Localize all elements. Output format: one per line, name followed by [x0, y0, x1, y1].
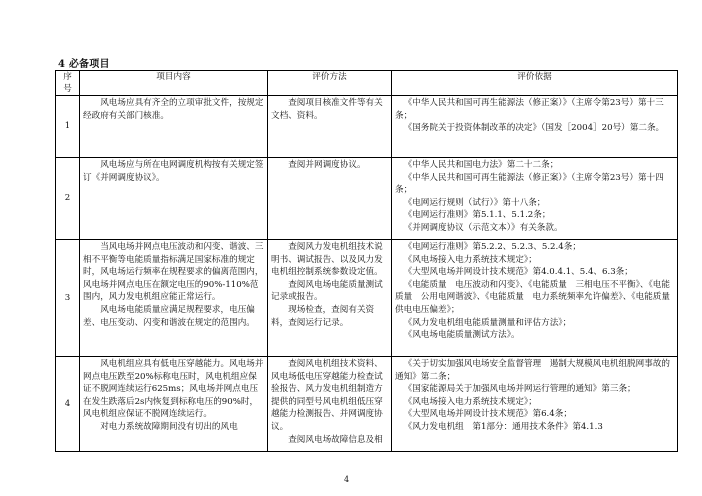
table-row [56, 240, 678, 357]
header-content: 项目内容 [80, 71, 268, 96]
content-text: 风电场应具有齐全的立项审批文件，按规定经政府有关部门核准。 [83, 98, 264, 121]
content-text: 当风电场并网点电压波动和闪变、谐波、三相不平衡等电能质量指标满足国家标准的规定时，风电场运行频率在规程要求的偏离范围内，风电场并网点电压在额定电压的90%-110%范围内，风力发电机组应能正常运行。 [83, 242, 264, 303]
method-cell [268, 158, 392, 240]
basis-text: 《中华人民共和国可再生能源法（修正案）》（主席令第23号）第十四条； [395, 172, 664, 196]
basis-text: 《并网调度协议（示范文本）》有关条款。 [403, 222, 563, 233]
table-row [56, 357, 678, 452]
header-basis: 评价依据 [392, 71, 678, 96]
method-text: 现场检查，查阅有关资料，查阅运行记录。 [271, 304, 375, 328]
basis-text: 《国家能源局关于加强风电场并网运行管理的通知》第三条； [403, 384, 636, 395]
table-row [56, 96, 678, 158]
row-number: 3 [56, 240, 80, 357]
basis-cell [392, 158, 678, 240]
row-number: 2 [56, 158, 80, 240]
header-method: 评价方法 [268, 71, 392, 96]
requirements-table [55, 70, 678, 452]
basis-cell [392, 96, 678, 158]
basis-text: 《风电场接入电力系统技术规定》； [403, 396, 537, 407]
header-no: 序号 [56, 71, 80, 96]
basis-cell [392, 357, 678, 452]
method-text: 查阅并网调度协议。 [288, 160, 366, 170]
basis-text: 《关于切实加强风电场安全监督管理 遏制大规模风电机组脱网事故的通知》第二条； [395, 359, 671, 382]
basis-text: 《中华人民共和国可再生能源法（修正案）》（主席令第23号）第十三条； [395, 98, 664, 121]
row-number: 1 [56, 96, 80, 158]
method-cell [268, 240, 392, 357]
basis-text: 《风电场接入电力系统技术规定》； [403, 254, 537, 265]
basis-text: 《风力发电机组 第1部分：通用技术条件》第4.1.3 [403, 421, 603, 432]
basis-cell [392, 240, 678, 357]
basis-text: 《大型风电场并网设计技术规范》第6.4条； [403, 409, 572, 420]
row-number: 4 [56, 357, 80, 452]
method-text: 查阅风电机组技术资料、风电场低电压穿越能力检查试验报告、风力发电机组制造方提供的同型号风电机组低压穿越能力检测报告、并网调度协议。 [271, 359, 383, 432]
content-cell [80, 240, 268, 357]
content-cell [80, 96, 268, 158]
content-cell [80, 357, 268, 452]
content-text: 风电机组应具有低电压穿越能力。风电场并网点电压跌至20%标称电压时，风电机组应保证不脱网连续运行625ms；风电场并网点电压在发生跌落后2s内恢复到标称电压的90%时，风电机组应保证不脱网连续运行。 [83, 359, 264, 420]
content-text: 风电场电能质量应满足规程要求，电压偏差、电压变动、闪变和谐波在规定的范围内。 [83, 304, 255, 328]
basis-text: 《风力发电机组电能质量测量和评估方法》； [403, 317, 572, 328]
basis-text: 《电网运行准则》第5.2.2、5.2.3、5.2.4条； [403, 242, 581, 252]
method-text: 查阅风力发电机组技术说明书、调试报告、以及风力发电机组控制系统参数设定值。 [271, 242, 383, 278]
page-number: 4 [344, 475, 350, 484]
basis-text: 《风电场电能质量测试方法》。 [403, 330, 520, 341]
basis-text: 《电网运行规则（试行）》第十八条； [403, 197, 546, 208]
basis-text: 《中华人民共和国电力法》第二十二条； [403, 160, 559, 170]
content-text: 风电场应与所在电网调度机构按有关规定签订《并网调度协议》。 [83, 160, 264, 183]
basis-text: 《国务院关于投资体制改革的决定》（国发［2004］20号）第二条。 [403, 123, 665, 134]
method-text: 查阅风电场故障信息及相 [288, 434, 383, 445]
method-text: 查阅风电场电能质量测试记录或报告。 [271, 279, 383, 303]
method-cell [268, 357, 392, 452]
method-cell [268, 96, 392, 158]
basis-text: 《大型风电场并网设计技术规范》第4.0.4.1、5.4、6.3条； [403, 267, 633, 278]
section-title: 4 必备项目 [58, 59, 110, 70]
table-row [56, 158, 678, 240]
table-header-row [56, 71, 678, 96]
method-text: 查阅项目核准文件等有关文档、资料。 [271, 98, 383, 121]
content-cell [80, 158, 268, 240]
content-text: 对电力系统故障期间没有切出的风电 [100, 421, 238, 432]
basis-text: 《电网运行准则》第5.1.1、5.1.2条； [403, 210, 551, 221]
basis-text: 《电能质量 电压波动和闪变》、《电能质量 三相电压不平衡》、《电能质量 公用电网谐波》、《电能质量 电力系统频率允许偏差》、《电能质量 供电电压偏差》； [395, 279, 679, 315]
